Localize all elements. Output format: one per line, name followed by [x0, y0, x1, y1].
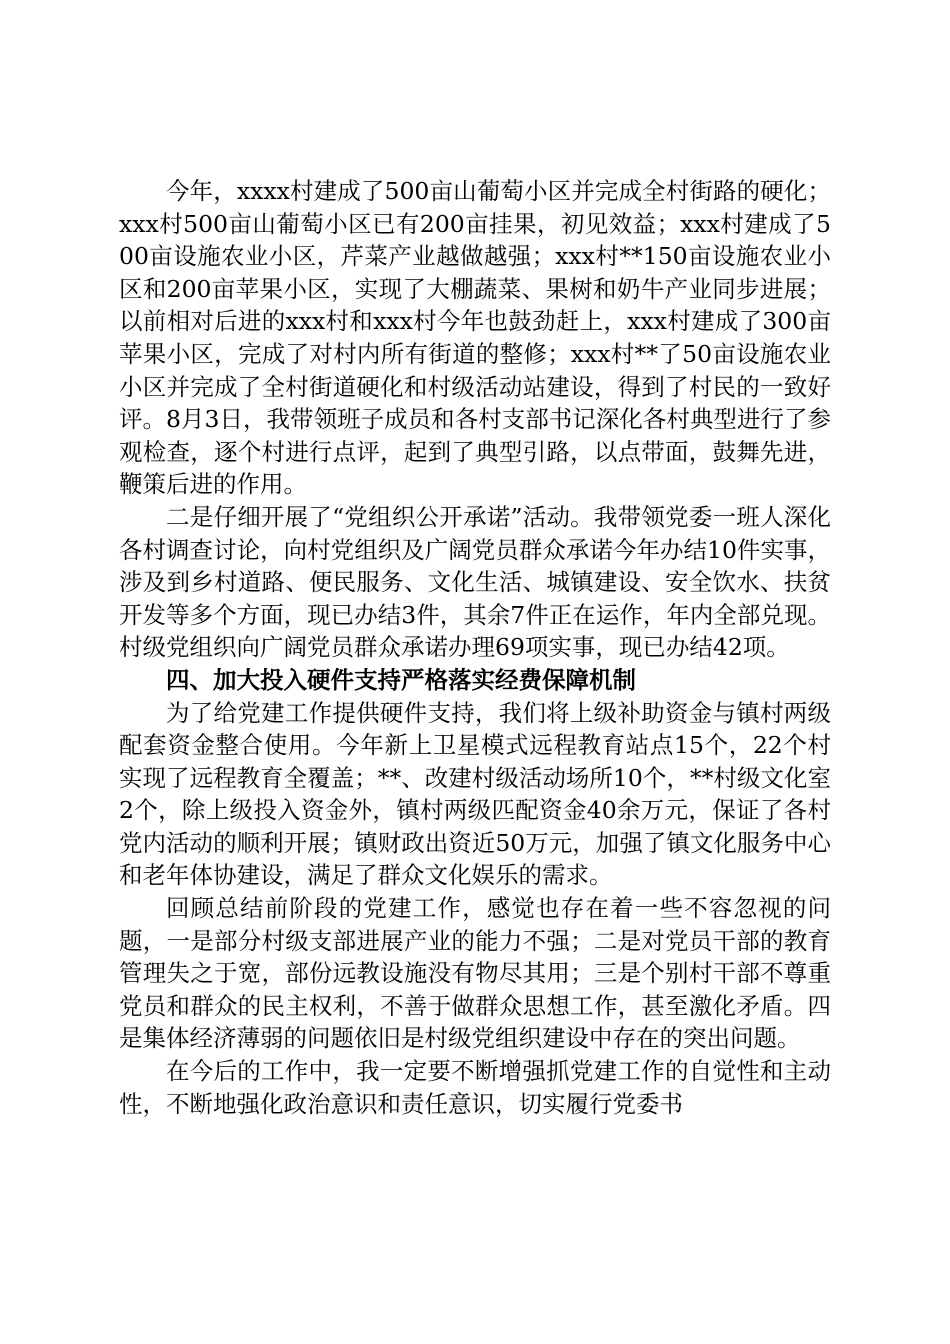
paragraph-problems-review: 回顾总结前阶段的党建工作，感觉也存在着一些不容忽视的问题，一是部分村级支部进展产业的能力不强；二是对党员干部的教育管理失之于宽，部份远教设施没有物尽其用；三是个别村干部不尊重党员和群众的民主权利，不善于做群众思想工作，甚至激化矛盾。四是集体经济薄弱的问题依旧是村级党组织建设中存在的突出问题。: [119, 894, 831, 1053]
paragraph-future-work: 在今后的工作中，我一定要不断增强抓党建工作的自觉性和主动性，不断地强化政治意识和责任意识，切实履行党委书: [119, 1057, 831, 1118]
paragraph-public-commitment: 二是仔细开展了“党组织公开承诺”活动。我带领党委一班人深化各村调查讨论，向村党组织及广阔党员群众承诺今年办结10件实事，涉及到乡村道路、便民服务、文化生活、城镇建设、安全饮水、扶贫开发等多个方面，现已办结3件，其余7件正在运作，年内全部兑现。村级党组织向广阔党员群众承诺办理69项实事，现已办结42项。: [119, 502, 831, 662]
section-heading: 四、加大投入硬件支持严格落实经费保障机制: [166, 665, 636, 694]
paragraph-hardware-support: 为了给党建工作提供硬件支持，我们将上级补助资金与镇村两级配套资金整合使用。今年新上卫星模式远程教育站点15个，22个村实现了远程教育全覆盖；**、改建村级活动场所10个，**村级文化室2个，除上级投入资金外，镇村两级匹配资金40余万元，保证了各村党内活动的顺利开展；镇财政出资近50万元，加强了镇文化服务中心和老年体协建设，满足了群众文化娱乐的需求。: [119, 698, 831, 890]
document-page: [119, 175, 831, 1120]
paragraph-village-progress: 今年，xxxx村建成了500亩山葡萄小区并完成全村街路的硬化；xxx村500亩山葡萄小区已有200亩挂果，初见效益；xxx村建成了500亩设施农业小区，芹菜产业越做越强；xxx村**150亩设施农业小区和200亩苹果小区，实现了大棚蔬菜、果树和奶牛产业同步进展；以前相对后进的xxx村和xxx村今年也鼓劲赶上，xxx村建成了300亩苹果小区，完成了对村内所有街道的整修；xxx村**了50亩设施农业小区并完成了全村街道硬化和村级活动站建设，得到了村民的一致好评。8月3日，我带领班子成员和各村支部书记深化各村典型进行了参观检查，逐个村进行点评，起到了典型引路，以点带面，鼓舞先进，鞭策后进的作用。: [119, 177, 831, 499]
